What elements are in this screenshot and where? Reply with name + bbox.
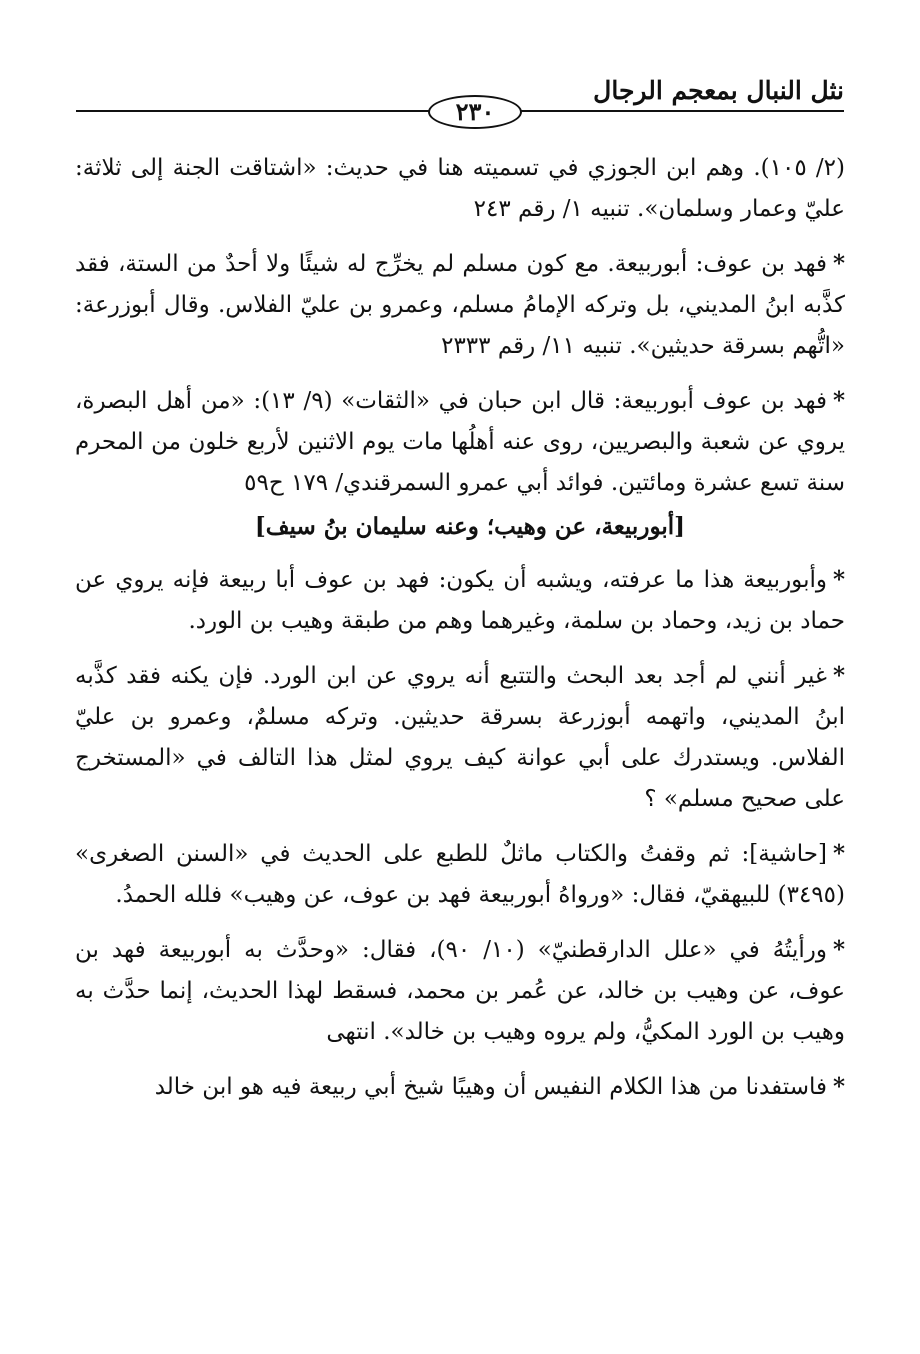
entry-marker: * xyxy=(833,936,846,963)
paragraph-text: فهد بن عوف أبوربيعة: قال ابن حبان في «الثقات» (٩/ ١٣): «من أهل البصرة، يروي عن شعبة والبصريين، روى عنه أهلُها مات يوم الاثنين لأربع خلون من المحرم سنة تسع عشرة ومائتين. فوائد أبي عمرو السمرقندي/ ١٧٩ ح٥٩ xyxy=(75,388,845,496)
entry-marker: * xyxy=(832,1073,845,1100)
paragraph-text: فهد بن عوف: أبوربيعة. مع كون مسلم لم يخرِّج له شيئًا ولا أحدٌ من الستة، فقد كذَّبه ابنُ المديني، بل وتركه الإمامُ مسلم، وعمرو بن عليّ الفلاس. وقال أبوزرعة: «اتُّهم بسرقة حديثين». تنبيه ١١/ رقم ٢٣٣٣ xyxy=(75,251,845,359)
paragraph-text: فاستفدنا من هذا الكلام النفيس أن وهيبًا شيخ أبي ربيعة فيه هو ابن خالد xyxy=(154,1074,827,1100)
paragraph-text: غير أنني لم أجد بعد البحث والتتبع أنه يروي عن ابن الورد. فإن يكنه فقد كذَّبه ابنُ المديني، واتهمه أبوزرعة بسرقة حديثين. وتركه مسلمٌ، وعمرو بن عليّ الفلاس. ويستدرك على أبي عوانة كيف يروي لمثل هذا التالف في «المستخرج على صحيح مسلم» ؟ xyxy=(75,663,845,812)
entry-paragraph xyxy=(75,1066,845,1108)
paragraph-text: [حاشية]: ثم وقفتُ والكتاب ماثلٌ للطبع على الحديث في «السنن الصغرى» (٣٤٩٥) للبيهقيّ، فقال: «ورواهُ أبوربيعة فهد بن عوف، عن وهيب» فلله الحمدُ. xyxy=(75,841,845,908)
paragraph-text: وأبوربيعة هذا ما عرفته، ويشبه أن يكون: فهد بن عوف أبا ربيعة فإنه يروي عن حماد بن زيد، وحماد بن سلمة، وغيرهما وهم من طبقة وهيب بن الورد. xyxy=(75,567,845,634)
page-body xyxy=(75,148,845,1121)
entry-marker: * xyxy=(832,566,845,593)
entry-paragraph xyxy=(75,380,845,504)
entry-marker: * xyxy=(832,840,845,867)
entry-marker: * xyxy=(832,387,846,414)
bracket-note: [أبوربيعة، عن وهيب؛ وعنه سليمان بنُ سيف] xyxy=(254,513,685,540)
entry-marker: * xyxy=(832,662,845,689)
entry-paragraph xyxy=(75,655,845,820)
paragraph-text: (٢/ ١٠٥). وهم ابن الجوزي في تسميته هنا في حديث: «اشتاقت الجنة إلى ثلاثة: عليّ وعمار وسلمان». تنبيه ١/ رقم ٢٤٣ xyxy=(75,155,845,222)
entry-paragraph xyxy=(75,929,845,1053)
paragraph-text: ورأيتُهُ في «علل الدارقطنيّ» (١٠/ ٩٠)، فقال: «وحدَّث به أبوربيعة فهد بن عوف، عن وهيب بن خالد، عن عُمر بن محمد، فسقط لهذا الحديث، إنما حدَّث به وهيب بن الورد المكيُّ، ولم يروه وهيب بن خالد». انتهى xyxy=(75,937,845,1045)
page-number: ٢٣٠ xyxy=(428,95,522,129)
running-title: نثل النبال بمعجم الرجال xyxy=(593,76,844,105)
paragraph xyxy=(75,148,845,230)
entry-paragraph xyxy=(75,243,845,367)
entry-paragraph xyxy=(75,833,845,916)
entry-paragraph xyxy=(75,559,845,642)
entry-marker: * xyxy=(832,250,845,277)
